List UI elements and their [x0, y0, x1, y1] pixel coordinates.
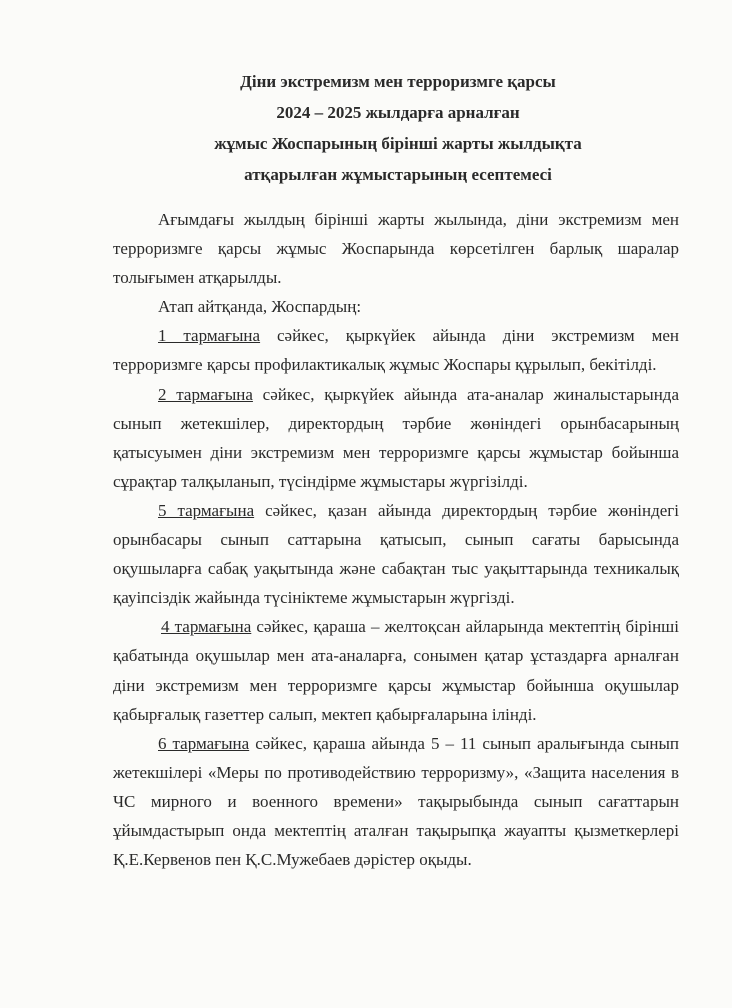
- paragraph: [113, 321, 679, 379]
- line-text: терроризмге қарсы жұмыс Жоспарында көрсетілген барлық шаралар: [113, 239, 679, 259]
- document-body: [113, 205, 679, 874]
- text-line: [113, 671, 679, 700]
- line-text: сынып жетекшілер, директордың тәрбие жөніндегі орынбасарының: [113, 413, 679, 433]
- text-line: [113, 205, 679, 234]
- title-line: Діни экстремизм мен терроризмге қарсы: [240, 72, 556, 91]
- line-text: Қ.Е.Кервенов пен Қ.С.Мужебаев дәрістер оқыды.: [113, 850, 472, 870]
- text-line: [113, 700, 679, 729]
- text-line: [113, 263, 679, 292]
- text-line: [113, 787, 679, 816]
- text-line: [113, 758, 679, 787]
- line-text: жетекшілері «Меры по противодействию терроризму», «Защита населения в: [113, 762, 679, 782]
- text-line: [113, 583, 679, 612]
- title-line: 2024 – 2025 жылдарға арналған: [276, 103, 520, 122]
- line-text: қабатында оқушылар мен ата-аналарға, сонымен қатар ұстаздарға арналған: [113, 646, 679, 666]
- line-text: сұрақтар талқыланып, түсіндірме жұмыстары жүргізілді.: [113, 471, 528, 491]
- line-text: оқушыларға сабақ уақытында және сабақтан тыс уақыттарында техникалық: [113, 559, 679, 579]
- text-line: [113, 496, 679, 525]
- line-text: сәйкес, қыркүйек айында ата-аналар жиналыстарында: [252, 384, 679, 404]
- clause-reference: 4 тармағына: [161, 617, 252, 637]
- text-line: [113, 321, 679, 350]
- title-line: жұмыс Жоспарының бірінші жарты жылдықта: [214, 134, 582, 153]
- text-line: [113, 350, 679, 379]
- paragraph: [113, 292, 679, 321]
- document-title: [113, 66, 683, 190]
- text-line: [113, 234, 679, 263]
- text-line: [113, 816, 679, 845]
- line-text: толығымен атқарылды.: [113, 268, 282, 288]
- line-text: қатысуымен діни экстремизм мен терроризмге қарсы жұмыстар бойынша: [113, 442, 679, 462]
- line-text: ұйымдастырып онда мектептің аталған тақырыпқа жауапты қызметкерлері: [113, 820, 679, 840]
- line-text: Ағымдағы жылдың бірінші жарты жылында, діни экстремизм мен: [158, 210, 679, 229]
- text-line: [113, 554, 679, 583]
- text-line: [113, 729, 679, 758]
- text-line: [113, 612, 679, 641]
- paragraph: [113, 205, 679, 292]
- clause-reference: 5 тармағына: [158, 500, 255, 520]
- line-text: Атап айтқанда, Жоспардың:: [158, 297, 362, 317]
- title-line: атқарылған жұмыстарының есептемесі: [244, 165, 552, 184]
- line-text: қауіпсіздік жайында түсініктеме жұмыстарын жүргізді.: [113, 588, 515, 608]
- paragraph: [113, 729, 679, 874]
- text-line: [113, 641, 679, 670]
- paragraph: [113, 380, 679, 496]
- line-text: ЧС мирного и военного времени» тақырыбында сынып сағаттарын: [113, 791, 679, 811]
- line-text: қабырғалық газеттер салып, мектеп қабырғаларына ілінді.: [113, 704, 537, 724]
- line-text: сәйкес, қыркүйек айында діни экстремизм мен: [260, 326, 680, 346]
- text-line: [113, 409, 679, 438]
- line-text: сәйкес, қараша айында 5 – 11 сынып аралығында сынып: [249, 733, 679, 753]
- text-line: [113, 438, 679, 467]
- line-text: діни экстремизм мен терроризмге қарсы жұмыстар бойынша оқушылар: [113, 675, 679, 695]
- line-text: орынбасары сынып саттарына қатысып, сынып сағаты барысында: [113, 530, 679, 550]
- paragraph: [113, 496, 679, 612]
- text-line: [113, 525, 679, 554]
- line-text: сәйкес, қараша – желтоқсан айларында мектептің бірінші: [251, 617, 679, 637]
- clause-reference: 2 тармағына: [158, 384, 253, 404]
- text-line: [113, 467, 679, 496]
- text-line: [113, 845, 679, 874]
- text-line: [113, 292, 679, 321]
- line-text: терроризмге қарсы профилактикалық жұмыс Жоспары құрылып, бекітілді.: [113, 355, 657, 375]
- paragraph: [113, 612, 679, 728]
- clause-reference: 1 тармағына: [158, 326, 261, 346]
- clause-reference: 6 тармағына: [158, 733, 250, 753]
- text-line: [113, 380, 679, 409]
- line-text: сәйкес, қазан айында директордың тәрбие жөніндегі: [254, 500, 680, 520]
